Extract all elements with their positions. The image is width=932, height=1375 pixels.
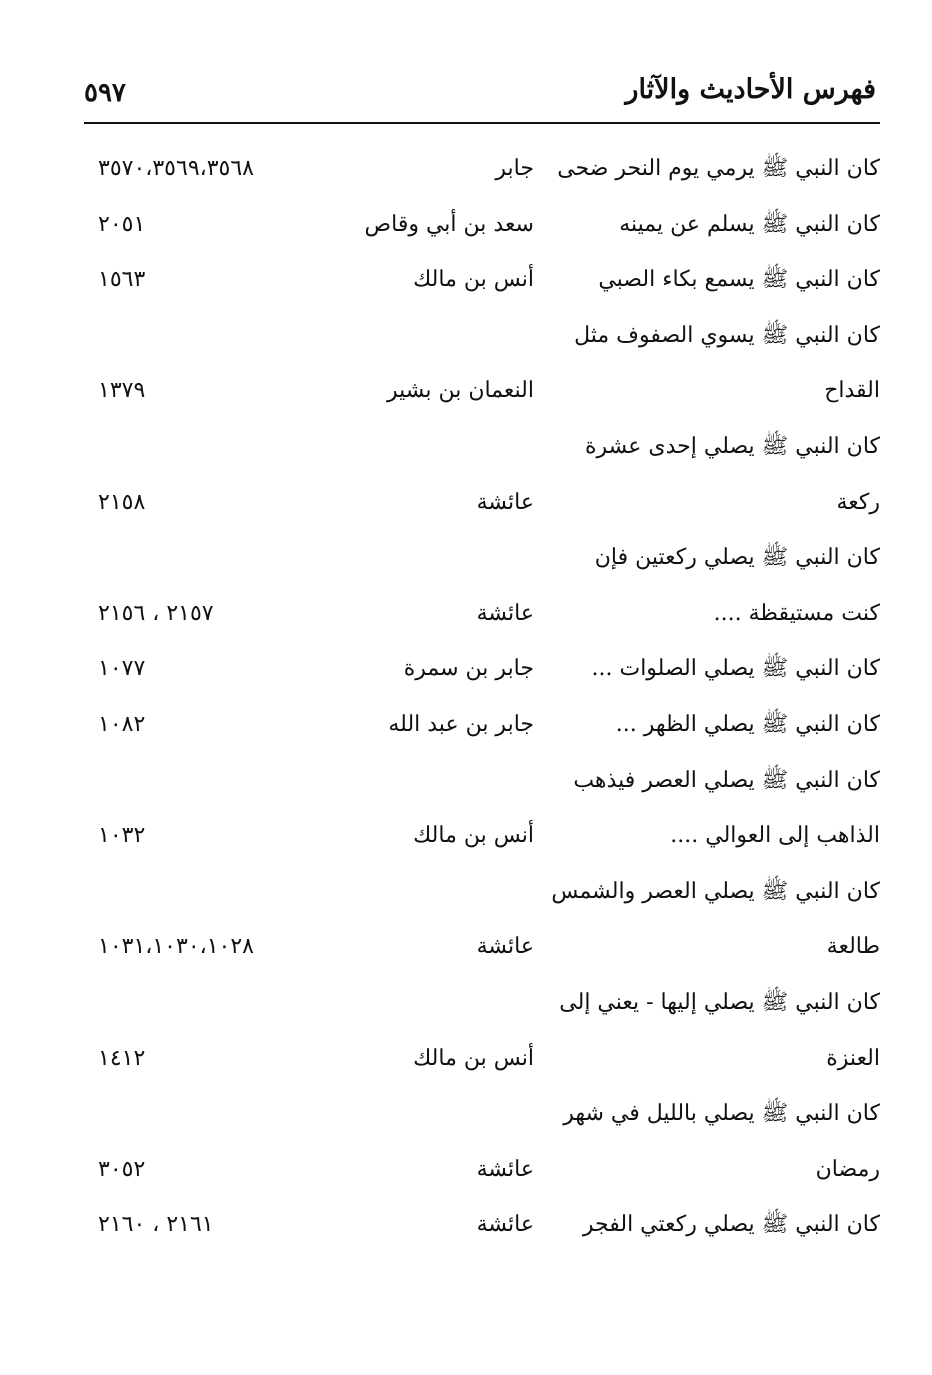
narrator: عائشة [476,489,534,515]
hadith-text: كان النبي ﷺ يرمي يوم النحر ضحى [557,156,880,181]
hadith-text: كان النبي ﷺ يصلي العصر والشمس [551,878,880,904]
reference-numbers: ١٥٦٣ [98,267,146,293]
page-title: فهرس الأحاديث والآثار [625,74,876,105]
narrator: عائشة [476,934,534,960]
index-row [0,418,932,474]
index-row [0,140,932,196]
index-row [0,918,932,974]
narrator: أنس بن مالك [413,823,534,849]
hadith-text: كان النبي ﷺ يصلي الصلوات ... [591,656,880,682]
hadith-text: كان النبي ﷺ يصلي ركعتين فإن [594,545,880,571]
reference-numbers: ٢١٦١ ، ٢١٦٠ [98,1212,214,1238]
index-row [0,1141,932,1197]
hadith-text: كنت مستيقظة .... [713,600,880,626]
page-number: ٥٩٧ [84,78,126,108]
index-row [0,474,932,530]
hadith-text: طالعة [826,934,880,960]
hadith-text: كان النبي ﷺ يسلم عن يمينه [619,211,880,237]
narrator: جابر [495,156,534,181]
hadith-text: الذاهب إلى العوالي .... [670,823,880,849]
hadith-text: كان النبي ﷺ يصلي إحدى عشرة [584,433,880,459]
index-row [0,251,932,307]
hadith-text: العنزة [826,1045,880,1071]
reference-numbers: ٢١٥٧ ، ٢١٥٦ [98,600,214,626]
narrator: عائشة [476,1212,534,1238]
reference-numbers: ٢١٥٨ [98,489,146,515]
hadith-index-list [0,140,932,1252]
narrator: جابر بن عبد الله [388,711,534,737]
hadith-text: كان النبي ﷺ يصلي العصر فيذهب [573,767,880,793]
narrator: النعمان بن بشير [386,378,534,404]
reference-numbers: ١٠٨٢ [98,711,146,737]
reference-numbers: ١٠٣٢ [98,823,146,849]
narrator: جابر بن سمرة [403,656,534,682]
hadith-text: القداح [824,378,880,404]
page-header [84,64,880,124]
index-row [0,752,932,808]
hadith-text: كان النبي ﷺ يصلي بالليل في شهر [563,1101,880,1127]
hadith-text: كان النبي ﷺ يصلي إليها - يعني إلى [559,989,880,1015]
hadith-text: رمضان [815,1156,880,1182]
hadith-text: كان النبي ﷺ يصلي الظهر ... [615,711,880,737]
reference-numbers: ١٣٧٩ [98,378,146,404]
hadith-text: كان النبي ﷺ يسوي الصفوف مثل [574,322,880,348]
index-row [0,696,932,752]
index-row [0,585,932,641]
hadith-text: ركعة [836,489,880,515]
index-row [0,863,932,919]
reference-numbers: ٣٥٧٠،٣٥٦٩،٣٥٦٨ [98,156,254,181]
reference-numbers: ١٠٣١،١٠٣٠،١٠٢٨ [98,934,254,960]
index-row [0,362,932,418]
narrator: عائشة [476,600,534,626]
index-row [0,974,932,1030]
index-row [0,1196,932,1252]
index-row [0,1030,932,1086]
reference-numbers: ١٤١٢ [98,1045,146,1071]
index-row [0,307,932,363]
index-row [0,529,932,585]
index-row [0,807,932,863]
index-row [0,1085,932,1141]
hadith-text: كان النبي ﷺ يسمع بكاء الصبي [598,267,880,293]
index-row [0,640,932,696]
narrator: سعد بن أبي وقاص [364,211,534,237]
hadith-text: كان النبي ﷺ يصلي ركعتي الفجر [582,1212,880,1238]
narrator: أنس بن مالك [413,267,534,293]
narrator: أنس بن مالك [413,1045,534,1071]
narrator: عائشة [476,1156,534,1182]
reference-numbers: ٣٠٥٢ [98,1156,146,1182]
reference-numbers: ٢٠٥١ [98,211,146,237]
index-row [0,196,932,252]
reference-numbers: ١٠٧٧ [98,656,146,682]
